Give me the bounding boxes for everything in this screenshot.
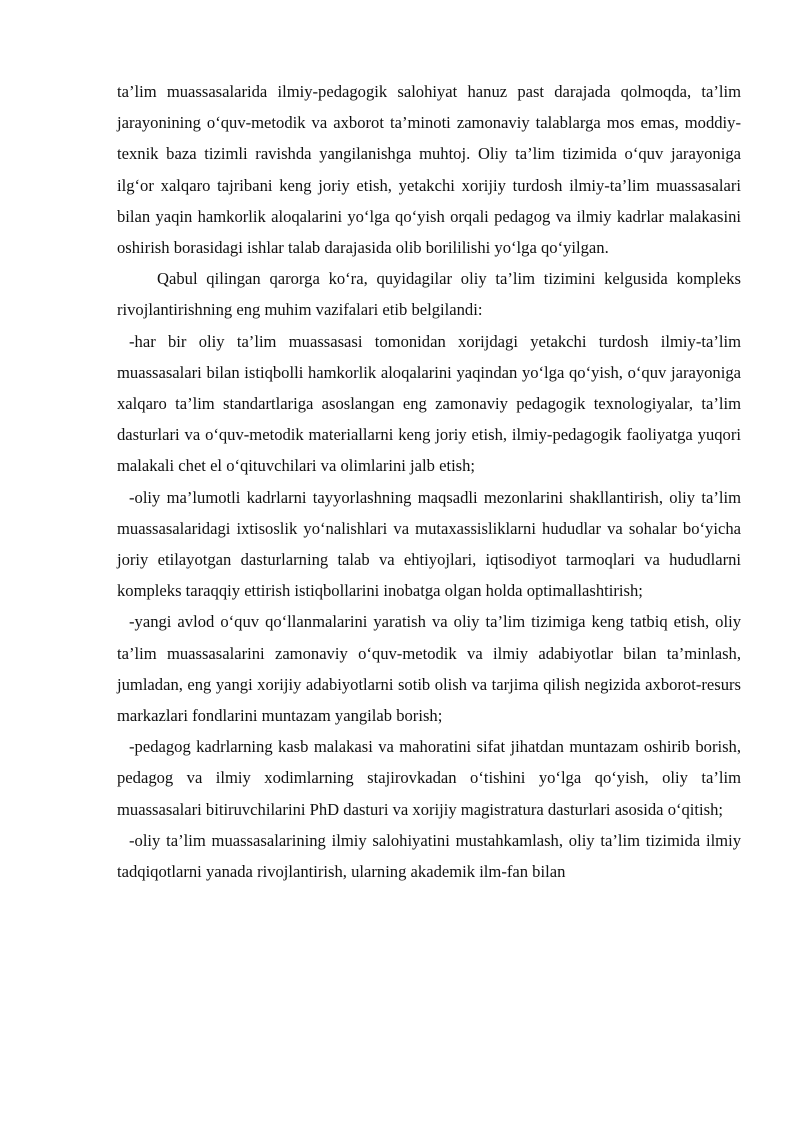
list-item-international-cooperation: -har bir oliy ta’lim muassasasi tomonidan xorijdagi yetakchi turdosh ilmiy-ta’lim muassasalari bilan istiqbolli hamkorlik aloqalarini yaqindan yo‘lga qo‘yish, o‘quv jarayoniga xalqaro ta’lim standartlariga asoslangan eng zamonaviy pedagogik texnologiyalar, ta’lim dasturlari va o‘quv-metodik materiallarni keng joriy etish, ilmiy-pedagogik faoliyatga yuqori malakali chet el o‘qituvchilari va olimlarini jalb etish;: [117, 331, 741, 476]
paragraph-decision: Qabul qilingan qarorga ko‘ra, quyidagilar oliy ta’lim tizimini kelgusida kompleks rivojlantirishning eng muhim vazifalari etib belgilandi:: [117, 269, 741, 320]
list-item-personnel-criteria: -oliy ma’lumotli kadrlarni tayyorlashning maqsadli mezonlarini shakllantirish, oliy ta’lim muassasalaridagi ixtisoslik yo‘nalishlari va mutaxassisliklarni hududlar va sohalar bo‘yicha joriy etilayotgan dasturlarning talab va ehtiyojlari, iqtisodiyot tarmoqlari va hududlarni kompleks taraqqiy ettirish istiqbollarini inobatga olgan holda optimallashtirish;: [117, 487, 741, 601]
list-item-teacher-training: -pedagog kadrlarning kasb malakasi va mahoratini sifat jihatdan muntazam oshirib borish, pedagog va ilmiy xodimlarning stajirovkadan o‘tishini yo‘lga qo‘yish, oliy ta’lim muassasalari bitiruvchilarini PhD dasturi va xorijiy magistratura dasturlari asosida o‘qitish;: [117, 737, 741, 819]
document-page: [117, 76, 741, 887]
paragraph-intro: ta’lim muassasalarida ilmiy-pedagogik salohiyat hanuz past darajada qolmoqda, ta’lim jarayonining o‘quv-metodik va axborot ta’minoti zamonaviy talablarga mos emas, moddiy-texnik baza tizimli ravishda yangilanishga muhtoj. Oliy ta’lim tizimida o‘quv jarayoniga ilg‘or xalqaro tajribani keng joriy etish, yetakchi xorijiy turdosh ilmiy-ta’lim muassasalari bilan yaqin hamkorlik aloqalarini yo‘lga qo‘yish orqali pedagog va ilmiy kadrlar malakasini oshirish borasidagi ishlar talab darajasida olib borililishi yo‘lga qo‘yilgan.: [117, 82, 741, 258]
list-item-scientific-potential: -oliy ta’lim muassasalarining ilmiy salohiyatini mustahkamlash, oliy ta’lim tizimida ilmiy tadqiqotlarni yanada rivojlantirish, ularning akademik ilm-fan bilan: [117, 830, 741, 882]
list-item-textbooks: -yangi avlod o‘quv qo‘llanmalarini yaratish va oliy ta’lim tizimiga keng tatbiq etish, oliy ta’lim muassasalarini zamonaviy o‘quv-metodik va ilmiy adabiyotlar bilan ta’minlash, jumladan, eng yangi xorijiy adabiyotlarni sotib olish va tarjima qilish negizida axborot-resurs markazlari fondlarini muntazam yangilab borish;: [117, 612, 741, 726]
